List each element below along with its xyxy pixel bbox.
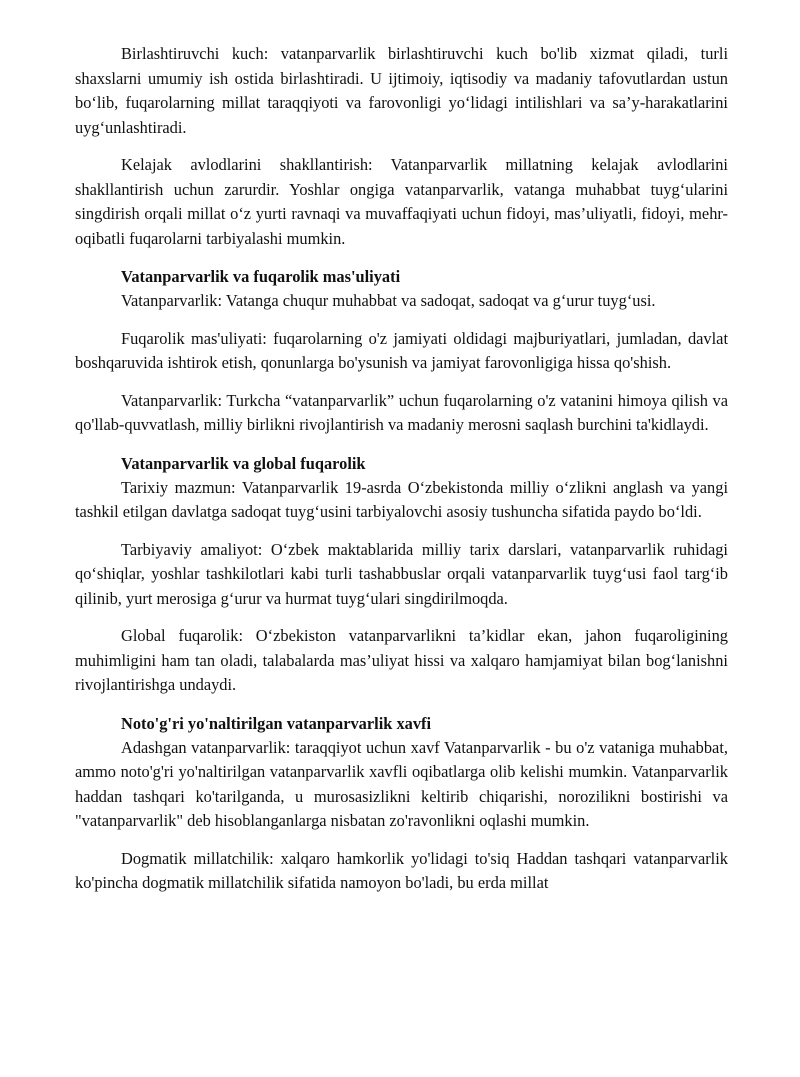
heading-patriotism-civic-responsibility: Vatanparvarlik va fuqarolik mas'uliyati <box>121 267 401 286</box>
paragraph-misguided-patriotism: Adashgan vatanparvarlik: taraqqiyot uchun xavf Vatanparvarlik - bu o'z vataniga muhabbat, ammo noto'g'ri yo'naltirilgan vatanparvarlik xavfli oqibatlarga olib kelishi mumkin. Vatanparvarlik haddan tashqari ko'tarilganda, u murosasizlikni keltirib chiqarishi, norozilikni bostirishi va "vatanparvarlik" deb hisoblanganlarga nisbatan zo'ravonlikni oqlashi mumkin. <box>75 737 728 830</box>
paragraph-dogmatic-nationalism: Dogmatik millatchilik: xalqaro hamkorlik yo'lidagi to'siq Haddan tashqari vatanparvarlik ko'pincha dogmatik millatchilik sifatida namoyon bo'ladi, bu erda millat <box>75 848 728 892</box>
paragraph-civic-responsibility: Fuqarolik mas'uliyati: fuqarolarning o'z jamiyati oldidagi majburiyatlari, jumladan, davlat boshqaruvida ishtirok etish, qonunlarga bo'ysunish va jamiyat farovonligiga hissa qo'shish. <box>75 328 728 372</box>
paragraph-patriotism-definition: Vatanparvarlik: Vatanga chuqur muhabbat va sadoqat, sadoqat va g‘urur tuyg‘usi. <box>121 291 656 310</box>
paragraph-unifying-force: Birlashtiruvchi kuch: vatanparvarlik birlashtiruvchi kuch bo'lib xizmat qiladi, turli shaxslarni umumiy ish ostida birlashtiradi. U ijtimoiy, iqtisodiy va madaniy tafovutlardan ustun bo‘lib, fuqarolarning millat taraqqiyoti va farovonligi yo‘lidagi intilishlari va sa’y-harakatlarini uyg‘unlashtiradi. <box>75 44 728 137</box>
paragraph-global-citizenship: Global fuqarolik: O‘zbekiston vatanparvarlikni ta’kidlar ekan, jahon fuqaroligining muhimligini ham tan oladi, talabalarda mas’uliyat hissi va xalqaro hamjamiyat bilan bog‘lanishni rivojlantirishga undaydi. <box>75 626 728 694</box>
paragraph-educational-practice: Tarbiyaviy amaliyot: O‘zbek maktablarida milliy tarix darslari, vatanparvarlik ruhidagi qo‘shiqlar, yoshlar tashkilotlari kabi turli tashabbuslar orqali vatanparvarlik tuyg‘usi faol targ‘ib qilinib, yurt merosiga g‘urur va hurmat tuyg‘ulari singdirilmoqda. <box>75 539 728 608</box>
paragraph-patriotism-turkic: Vatanparvarlik: Turkcha “vatanparvarlik” uchun fuqarolarning o'z vatanini himoya qilish va qo'llab-quvvatlash, milliy birlikni rivojlantirish va madaniy merosni saqlash burchini ta'kidlaydi. <box>75 390 728 434</box>
heading-misguided-patriotism: Noto'g'ri yo'naltirilgan vatanparvarlik xavfi <box>121 713 432 733</box>
paragraph-future-generations: Kelajak avlodlarini shakllantirish: Vatanparvarlik millatning kelajak avlodlarini shakllantirish uchun zarurdir. Yoshlar ongiga vatanparvarlik, vatanga muhabbat tuyg‘ularini singdirish orqali millat o‘z yurti ravnaqi va muvaffaqiyati uchun fidoyi, mas’uliyatli, fidoyi, mehr-oqibatli fuqarolarni tarbiyalashi mumkin. <box>75 155 728 248</box>
heading-patriotism-global-citizenship: Vatanparvarlik va global fuqarolik <box>121 453 366 473</box>
paragraph-historical-context: Tarixiy mazmun: Vatanparvarlik 19-asrda O‘zbekistonda milliy o‘zlikni anglash va yangi tashkil etilgan davlatga sadoqat tuyg‘usini tarbiyalovchi asosiy tushuncha sifatida paydo bo‘ldi. <box>75 477 728 521</box>
document-page <box>0 42 800 1077</box>
